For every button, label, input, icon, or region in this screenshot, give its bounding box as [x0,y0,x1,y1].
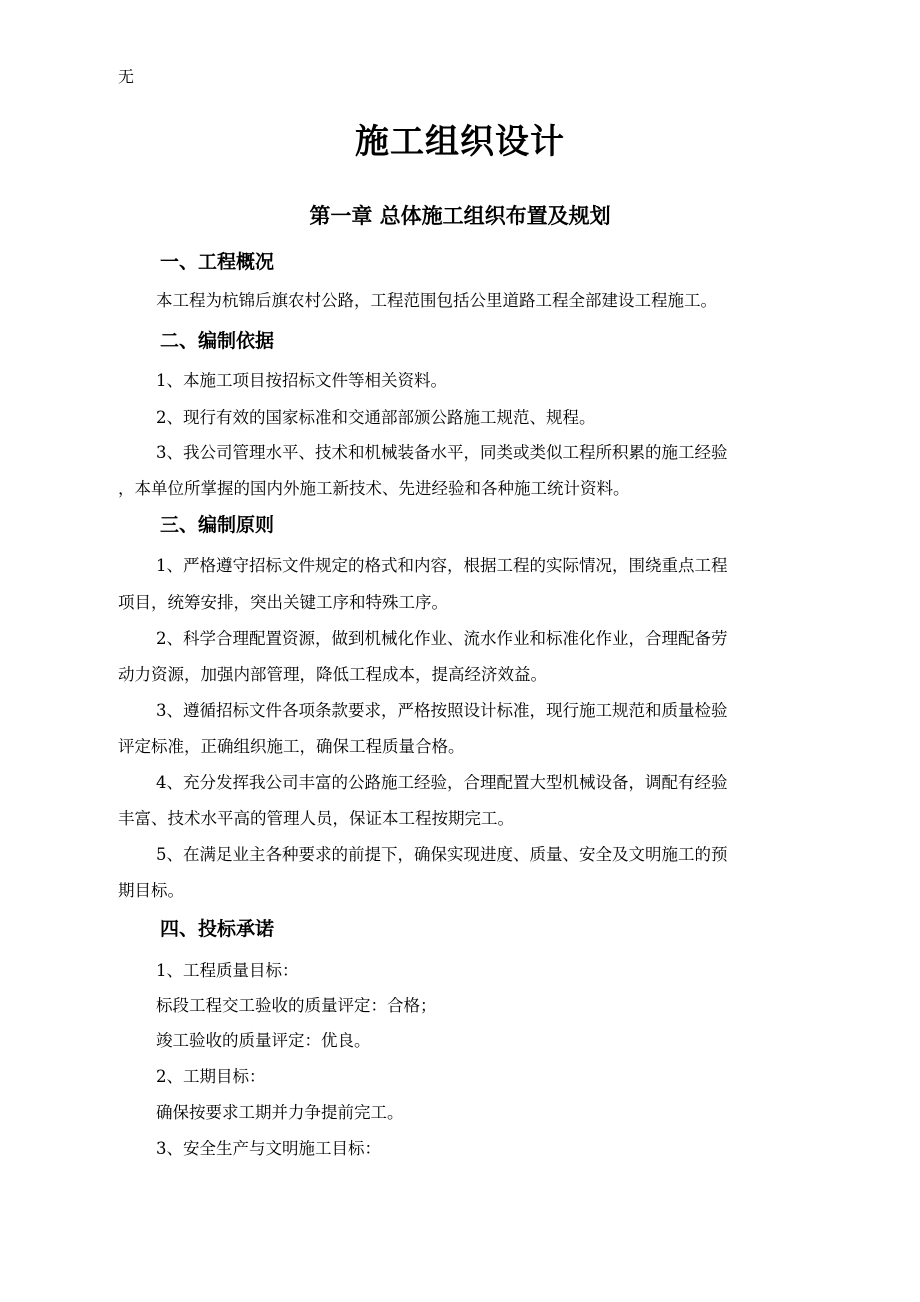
document-title: 施工组织设计 [355,122,565,162]
paragraph-line: 评定标准，正确组织施工，确保工程质量合格。 [118,737,465,756]
paragraph-line: 动力资源，加强内部管理，降低工程成本，提高经济效益。 [118,665,547,684]
paragraph-line: 竣工验收的质量评定：优良。 [156,1031,371,1050]
paragraph-line: 项目，统筹安排，突出关键工序和特殊工序。 [118,593,448,612]
paragraph-line: 4、充分发挥我公司丰富的公路施工经验，合理配置大型机械设备，调配有经验 [156,773,728,792]
section-heading-principles: 三、编制原则 [160,514,275,536]
paragraph-line: 3、我公司管理水平、技术和机械装备水平，同类或类似工程所积累的施工经验 [156,443,728,462]
paragraph-line: 5、在满足业主各种要求的前提下，确保实现进度、质量、安全及文明施工的预 [156,845,728,864]
section-heading-commitments: 四、投标承诺 [160,918,275,940]
paragraph-line: 确保按要求工期并力争提前完工。 [156,1103,404,1122]
paragraph-line: 期目标。 [118,881,184,900]
paragraph-line: 2、现行有效的国家标准和交通部部颁公路施工规范、规程。 [156,408,596,427]
paragraph-line: 3、安全生产与文明施工目标： [156,1139,381,1158]
paragraph-line: 1、本施工项目按招标文件等相关资料。 [156,371,447,390]
paragraph-line: 丰富、技术水平高的管理人员，保证本工程按期完工。 [118,809,514,828]
paragraph-line: 本工程为杭锦后旗农村公路，工程范围包括公里道路工程全部建设工程施工。 [156,291,717,310]
section-heading-basis: 二、编制依据 [160,330,275,352]
header-mark: 无 [118,67,135,86]
paragraph-line: 2、科学合理配置资源，做到机械化作业、流水作业和标准化作业，合理配备劳 [156,629,728,648]
paragraph-line: 标段工程交工验收的质量评定：合格； [156,996,437,1015]
paragraph-line: ，本单位所掌握的国内外施工新技术、先进经验和各种施工统计资料。 [118,479,630,498]
section-heading-overview: 一、工程概况 [160,251,275,273]
paragraph-line: 1、工程质量目标： [156,961,299,980]
chapter-title: 第一章 总体施工组织布置及规划 [309,204,611,228]
paragraph-line: 1、严格遵守招标文件规定的格式和内容，根据工程的实际情况，围绕重点工程 [156,556,728,575]
paragraph-line: 3、遵循招标文件各项条款要求，严格按照设计标准，现行施工规范和质量检验 [156,701,728,720]
paragraph-line: 2、工期目标： [156,1067,266,1086]
